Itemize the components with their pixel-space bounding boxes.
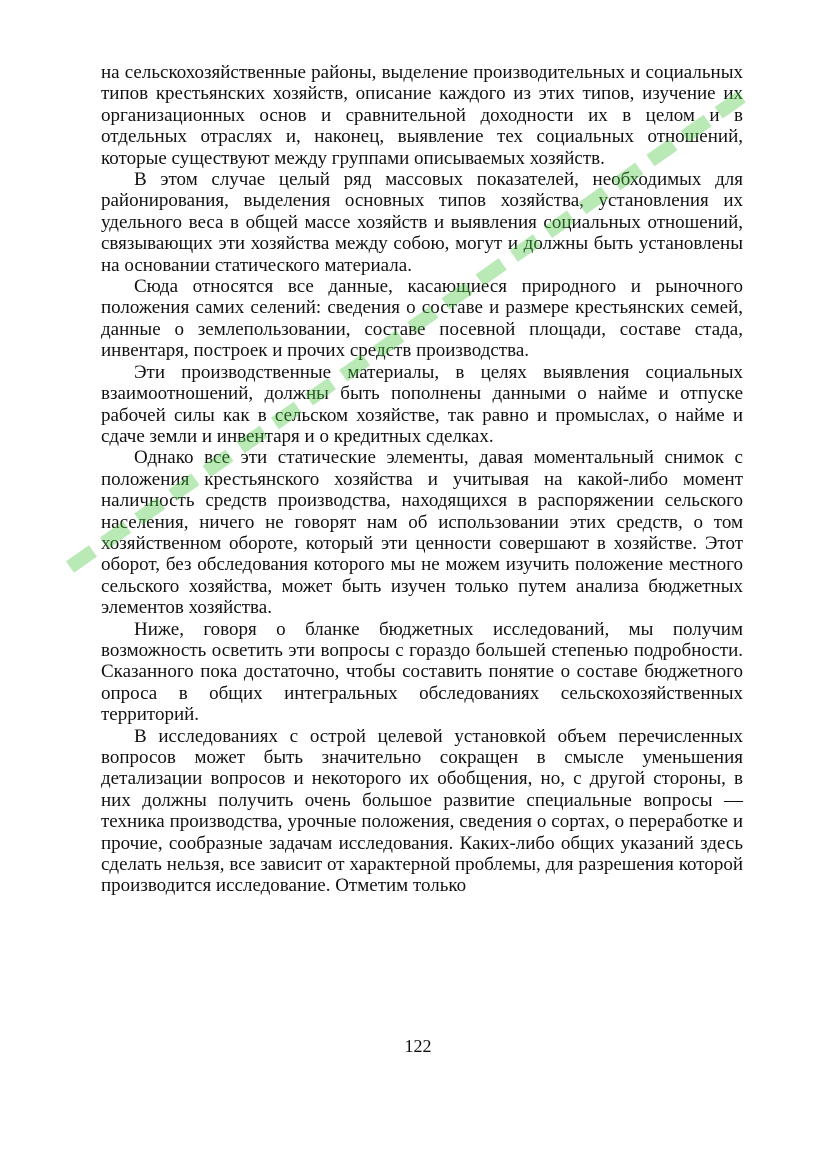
page-number: 122 bbox=[404, 1036, 432, 1056]
body-text bbox=[101, 62, 743, 897]
paragraph-4: Эти производственные материалы, в целях выявления социальных взаимоотношений, должны быть пополнены данными о найме и отпуске рабочей силы как в сельском хозяйстве, так равно и промыслах, о найме и сдаче земли и инвентаря и о кредитных сделках. bbox=[101, 361, 743, 447]
paragraph-3: Сюда относятся все данные, касающиеся природного и рыночного положения самих селений: сведения о составе и размере крестьянских семей, данные о землепользовании, составе посевной площади, составе стада, инвентаря, построек и прочих средств производства. bbox=[101, 276, 743, 362]
paragraph-1: на сельскохозяйственные районы, выделение производительных и социальных типов крестьянских хозяйств, описание каждого из этих типов, изучение их организационных основ и сравнительной доходности их в целом и в отдельных отраслях и, наконец, выявление тех социальных отношений, которые существуют между группами описываемых хозяйств. bbox=[101, 62, 743, 169]
paragraph-2: В этом случае целый ряд массовых показателей, необходимых для районирования, выделения основных типов хозяйства, установления их удельного веса в общей массе хозяйств и выявления социальных отношений, связывающих эти хозяйства между собою, могут и должны быть установлены на основании статического материала. bbox=[101, 169, 743, 276]
paragraph-6: Ниже, говоря о бланке бюджетных исследований, мы получим возможность осветить эти вопросы с гораздо большей степенью подробности. Сказанного пока достаточно, чтобы составить понятие о составе бюджетного опроса в общих интегральных обследованиях сельскохозяйственных территорий. bbox=[101, 618, 743, 726]
paragraph-5: Однако все эти статические элементы, давая моментальный снимок с положения крестьянского хозяйства и учитывая на какой-либо момент наличность средств производства, находящихся в распоряжении сельского населения, ничего не говорят нам об использовании этих средств, о том хозяйственном обороте, который эти ценности совершают в хозяйстве. Этот оборот, без обследования которого мы не можем изучить положение местного сельского хозяйства, может быть изучен только путем анализа бюджетных элементов хозяйства. bbox=[101, 447, 743, 619]
paragraph-7: В исследованиях с острой целевой установкой объем перечисленных вопросов может быть значительно сокращен в смысле уменьшения детализации вопросов и некоторого их обобщения, но, с другой стороны, в них должны получить очень большое развитие специальные вопросы — техника производства, урочные положения, сведения о сортах, о переработке и прочие, сообразные задачам исследования. Каких-либо общих указаний здесь сделать нельзя, все зависит от характерной проблемы, для разрешения которой производится исследование. Отметим только bbox=[101, 725, 743, 897]
